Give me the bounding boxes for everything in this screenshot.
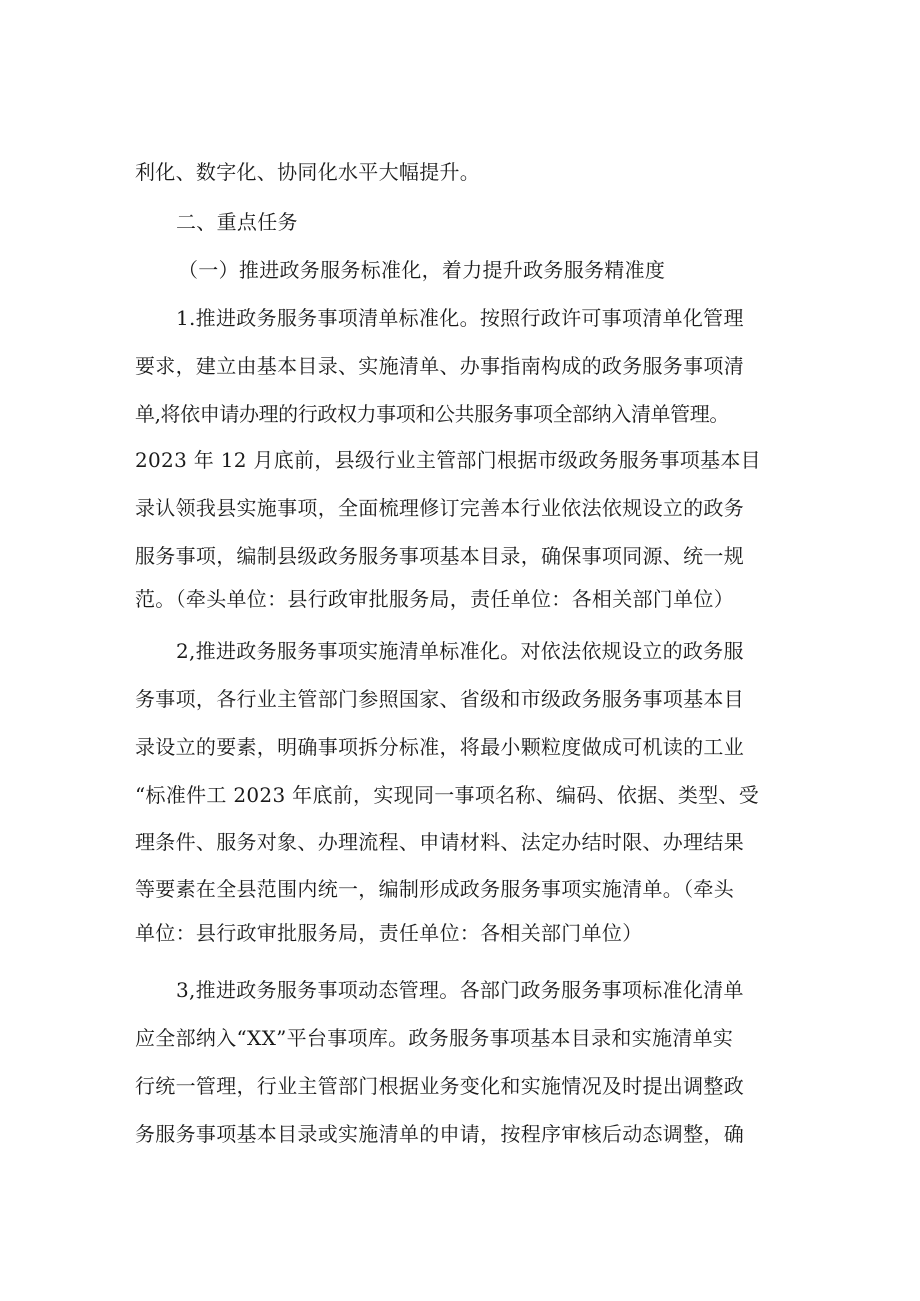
paragraph-line: 3,推进政务服务事项动态管理。各部门政务服务事项标准化清单 (176, 978, 744, 1002)
paragraph-line: 服务事项，编制县级政务服务事项基本目录，确保事项同源、统一规 (135, 544, 744, 568)
paragraph-line: 务服务事项基本目录或实施清单的申请，按程序审核后动态调整，确 (135, 1122, 744, 1146)
paragraph-line: 理条件、服务对象、办理流程、申请材料、法定办结时限、办理结果 (135, 830, 744, 854)
paragraph-line: 应全部纳入“XX”平台事项库。政务服务事项基本目录和实施清单实 (135, 1026, 734, 1050)
paragraph-line: 行统一管理，行业主管部门根据业务变化和实施情况及时提出调整政 (135, 1074, 744, 1098)
paragraph-line: 录认领我县实施事项，全面梳理修订完善本行业依法依规设立的政务 (135, 496, 744, 520)
paragraph-line: 1.推进政务服务事项清单标准化。按照行政许可事项清单化管理 (176, 306, 744, 330)
paragraph-line: 录设立的要素，明确事项拆分标准，将最小颗粒度做成可机读的工业 (135, 735, 744, 759)
paragraph-line: 要求，建立由基本目录、实施清单、办事指南构成的政务服务事项清 (135, 354, 744, 378)
paragraph-line: 2,推进政务服务事项实施清单标准化。对依法依规设立的政务服 (176, 639, 744, 663)
section-heading: 二、重点任务 (176, 210, 298, 234)
paragraph-line: 等要素在全县范围内统一，编制形成政务服务事项实施清单。（牵头 (135, 877, 734, 901)
paragraph-line: 2023 年 12 月底前，县级行业主管部门根据市级政务服务事项基本目 (135, 448, 761, 472)
subsection-heading: （一）推进政务服务标准化，着力提升政务服务精准度 (178, 258, 666, 282)
paragraph-line: 单,将依申请办理的行政权力事项和公共服务事项全部纳入清单管理。 (135, 402, 729, 426)
paragraph-line: “标准件工 2023 年底前，实现同一事项名称、编码、依据、类型、受 (135, 783, 760, 807)
paragraph-line: 务事项，各行业主管部门参照国家、省级和市级政务服务事项基本目 (135, 687, 744, 711)
paragraph-line: 利化、数字化、协同化水平大幅提升。 (135, 160, 481, 184)
paragraph-line: 单位：县行政审批服务局，责任单位：各相关部门单位） (135, 921, 643, 945)
paragraph-line: 范。（牵头单位：县行政审批服务局，责任单位：各相关部门单位） (135, 587, 734, 611)
